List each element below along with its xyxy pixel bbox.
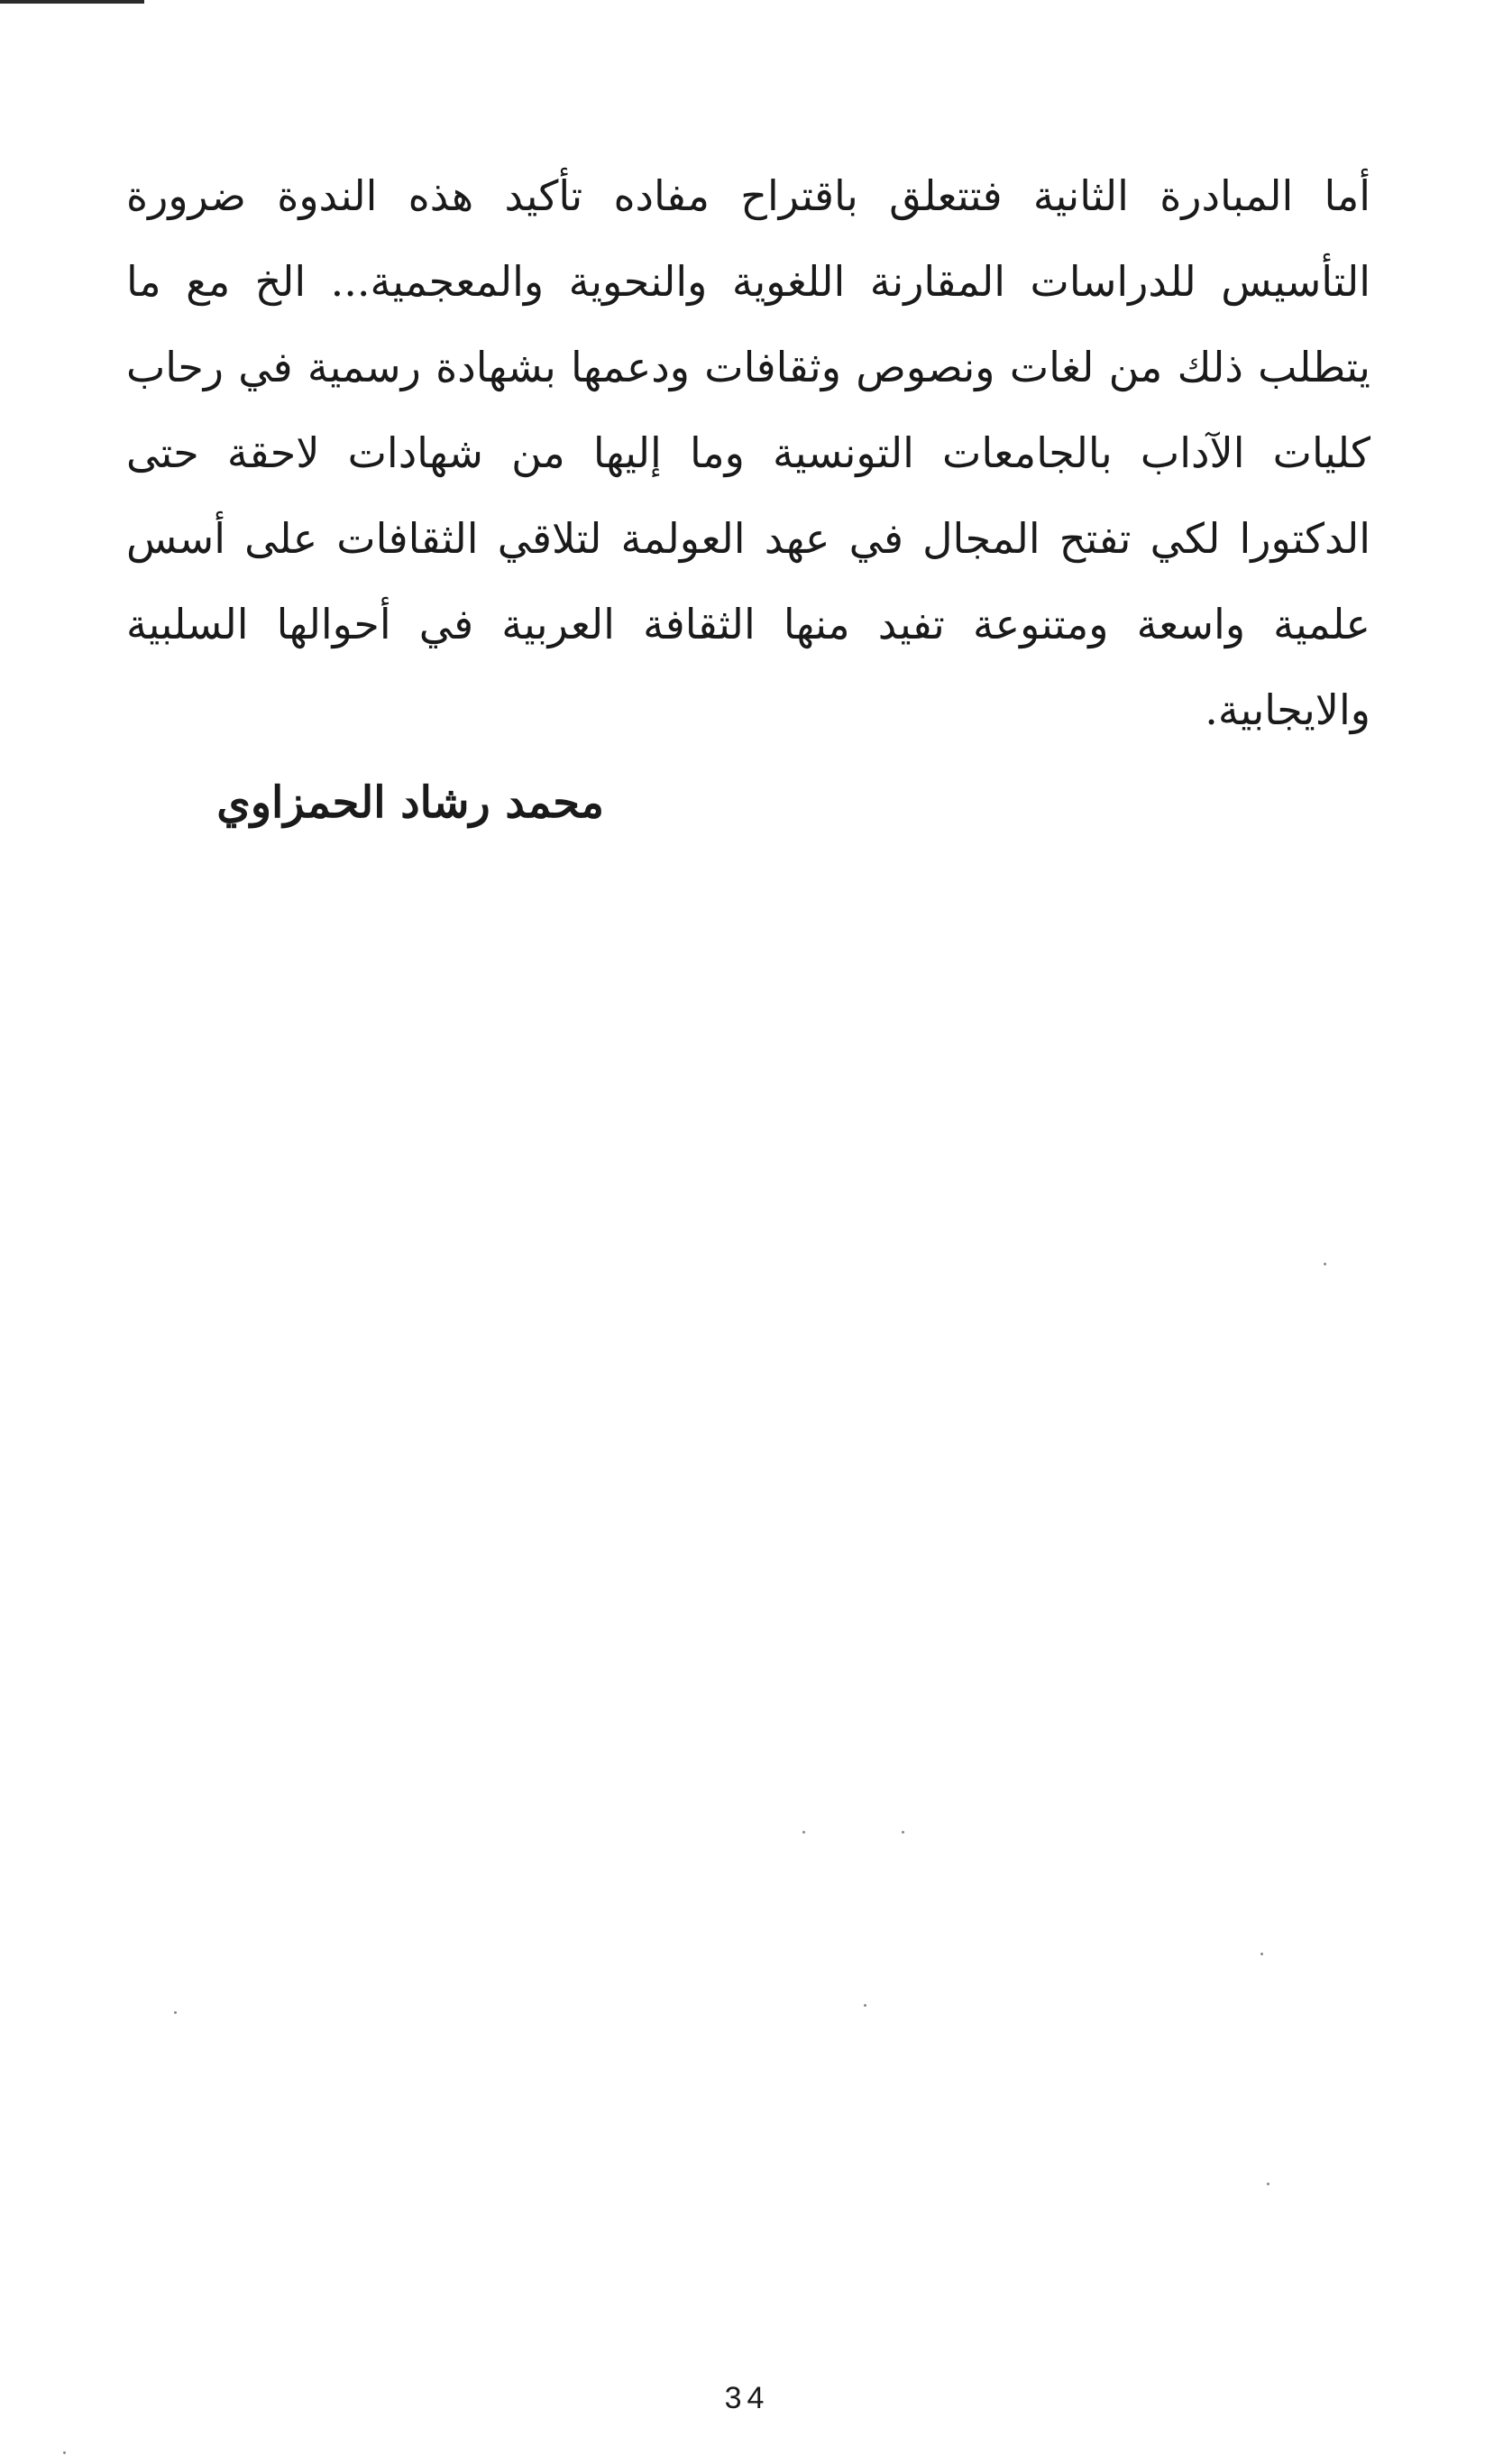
scan-speck: [802, 1831, 805, 1834]
page-body: [126, 153, 1370, 753]
scan-speck: [63, 2451, 66, 2454]
body-paragraph: أما المبادرة الثانية فتتعلق باقتراح مفاده تأكيد هذه الندوة ضرورة التأسيس للدراسات المقارنة اللغوية والنحوية والمعجمية... الخ مع ما يتطلب ذلك من لغات ونصوص وثقافات ودعمها بشهادة رسمية في رحاب كليات الآداب بالجامعات التونسية وما إليها من شهادات لاحقة حتى الدكتورا لكي تفتح المجال في عهد العولمة لتلاقي الثقافات على أسس علمية واسعة ومتنوعة تفيد منها الثقافة العربية في أحوالها السلبية والايجابية.: [126, 171, 1370, 734]
scan-speck: [1260, 1953, 1263, 1955]
page-number: 34: [724, 2381, 770, 2415]
scan-speck: [864, 2004, 866, 2007]
scan-speck: [1267, 2183, 1269, 2185]
author-signature: محمد رشاد الحمزاوي: [216, 777, 604, 828]
top-edge-rule: [0, 0, 144, 4]
scan-speck: [1324, 1263, 1326, 1265]
scan-speck: [902, 1831, 904, 1834]
scan-speck: [174, 2011, 177, 2014]
